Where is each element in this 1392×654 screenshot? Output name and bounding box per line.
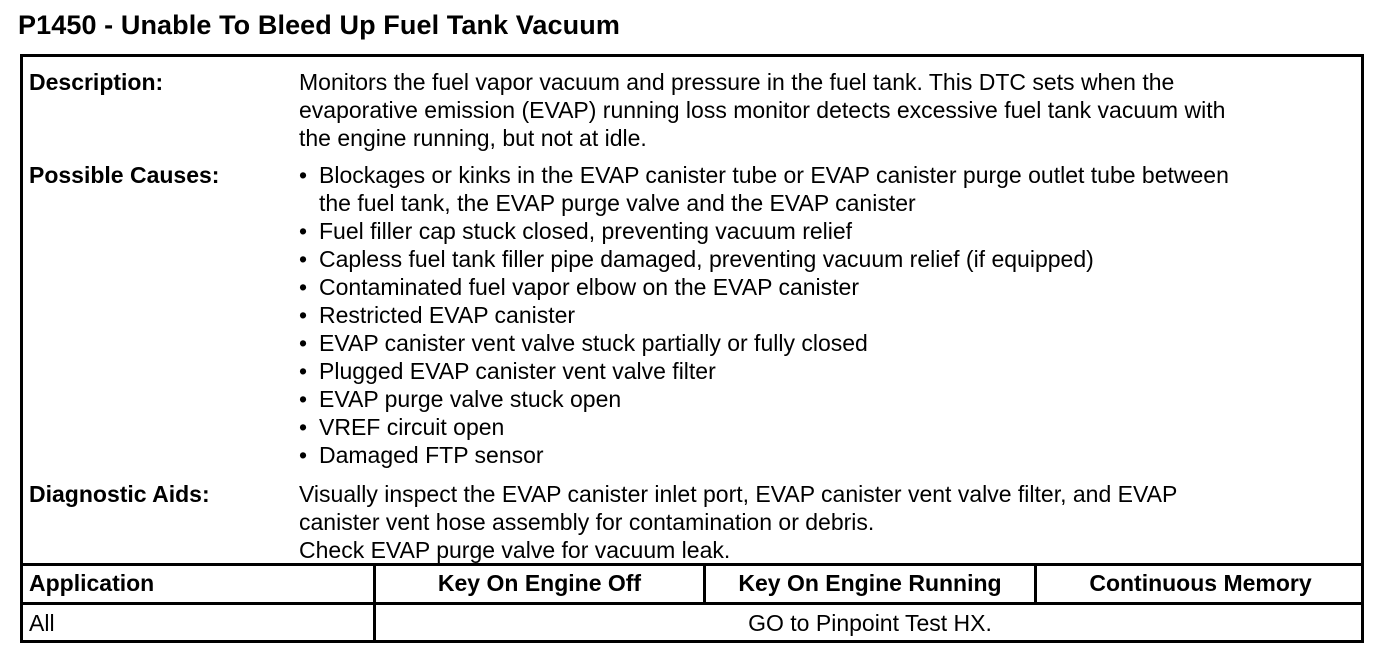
bullet-icon: •	[299, 302, 308, 328]
cause-text: EVAP canister vent valve stuck partially or fully closed	[319, 330, 868, 356]
cause-item	[299, 217, 1353, 245]
cause-text: Contaminated fuel vapor elbow on the EVAP canister	[319, 274, 859, 300]
header-key-on-engine-off: Key On Engine Off	[437, 570, 642, 596]
bullet-icon: •	[299, 414, 308, 440]
description-line: evaporative emission (EVAP) running loss monitor detects excessive fuel tank vacuum with	[299, 97, 1226, 123]
cause-item	[299, 161, 1353, 217]
possible-causes-content	[299, 161, 1353, 469]
diagnostic-aids-text	[299, 480, 1353, 564]
cause-item	[299, 413, 1353, 441]
bullet-icon: •	[299, 358, 308, 384]
page-title: P1450 - Unable To Bleed Up Fuel Tank Vacuum	[18, 10, 620, 40]
description-label: Description:	[29, 69, 164, 95]
cause-text: Fuel filler cap stuck closed, preventing vacuum relief	[319, 218, 853, 244]
header-key-on-engine-running: Key On Engine Running	[738, 570, 1002, 596]
cause-text: Damaged FTP sensor	[319, 442, 544, 468]
cause-text: Blockages or kinks in the EVAP canister tube or EVAP canister purge outlet tube between the fuel tank, the EVAP purge valve and the EVAP canister	[319, 162, 1229, 216]
possible-causes-label: Possible Causes:	[29, 162, 220, 188]
bullet-icon: •	[299, 246, 308, 272]
cause-item	[299, 329, 1353, 357]
cause-text: VREF circuit open	[319, 414, 505, 440]
diagnostic-aids-label: Diagnostic Aids:	[29, 481, 210, 507]
table-divider	[23, 602, 1361, 605]
description-line: the engine running, but not at idle.	[299, 125, 647, 151]
bullet-icon: •	[299, 218, 308, 244]
pinpoint-test-instruction: GO to Pinpoint Test HX.	[748, 610, 992, 636]
description-text	[299, 68, 1353, 152]
header-continuous-memory: Continuous Memory	[1089, 570, 1312, 596]
cause-item	[299, 301, 1353, 329]
cause-item	[299, 441, 1353, 469]
bullet-icon: •	[299, 330, 308, 356]
cause-text: Plugged EVAP canister vent valve filter	[319, 358, 716, 384]
header-application: Application	[29, 570, 155, 596]
bullet-icon: •	[299, 442, 308, 468]
cause-text: EVAP purge valve stuck open	[319, 386, 622, 412]
cause-text: Restricted EVAP canister	[319, 302, 576, 328]
cause-text: Capless fuel tank filler pipe damaged, preventing vacuum relief (if equipped)	[319, 246, 1094, 272]
cause-item	[299, 273, 1353, 301]
dtc-info-table	[20, 54, 1364, 643]
diagnostic-aids-line: canister vent hose assembly for contamination or debris.	[299, 509, 875, 535]
cause-item	[299, 385, 1353, 413]
bullet-icon: •	[299, 386, 308, 412]
diagnostic-aids-line: Visually inspect the EVAP canister inlet port, EVAP canister vent valve filter, and EVAP	[299, 481, 1178, 507]
table-divider	[23, 563, 1361, 566]
possible-causes-list	[299, 161, 1353, 469]
cause-item	[299, 357, 1353, 385]
application-value: All	[29, 610, 55, 636]
bullet-icon: •	[299, 274, 308, 300]
cause-item	[299, 245, 1353, 273]
diagnostic-aids-line: Check EVAP purge valve for vacuum leak.	[299, 537, 731, 563]
bullet-icon: •	[299, 162, 308, 188]
description-line: Monitors the fuel vapor vacuum and pressure in the fuel tank. This DTC sets when the	[299, 69, 1175, 95]
